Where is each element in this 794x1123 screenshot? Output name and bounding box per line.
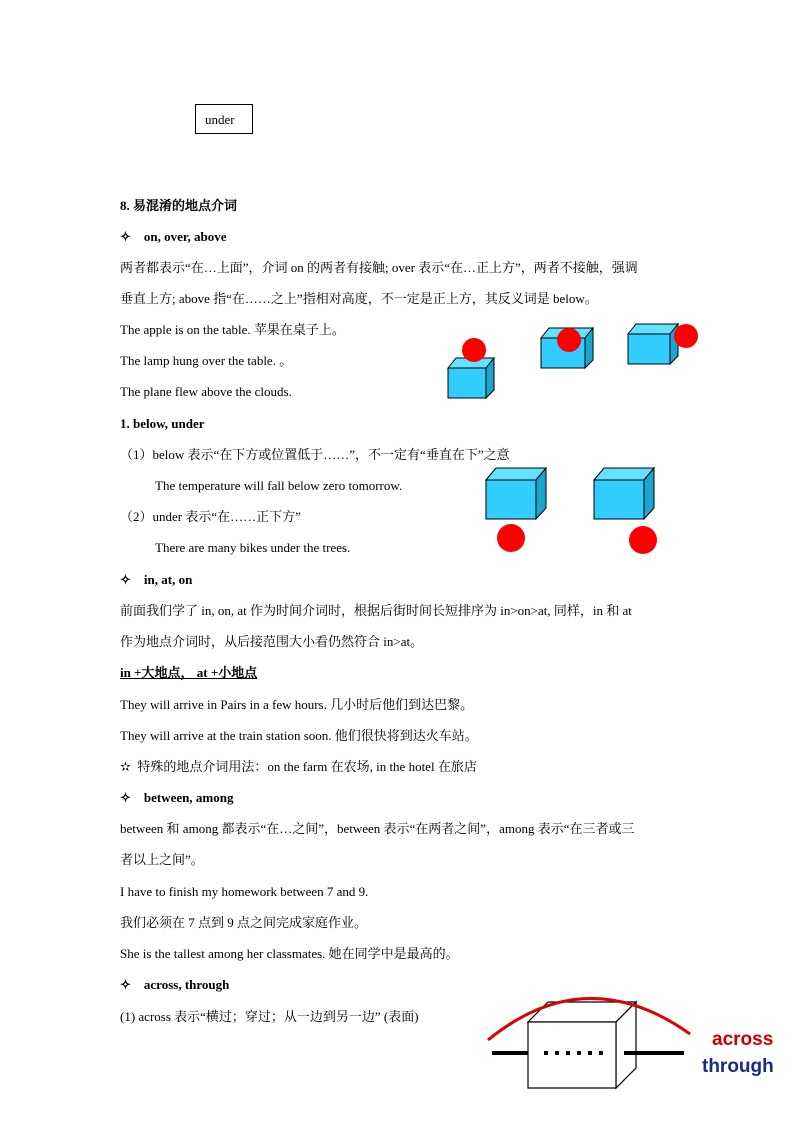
example-sentence: They will arrive in Pairs in a few hours. 几小时后他们到达巴黎。 <box>120 697 474 712</box>
example-sentence: 我们必须在 7 点到 9 点之间完成家庭作业。 <box>120 915 368 930</box>
example-sentence: The temperature will fall below zero tomorrow. <box>155 478 403 493</box>
diamond-icon: ✧ <box>120 229 131 244</box>
rule-underlined: in +大地点， at +小地点 <box>120 665 258 680</box>
label-across: across <box>712 1029 774 1050</box>
paragraph: (1) across 表示“横过；穿过；从一边到另一边” (表面) <box>120 1009 419 1024</box>
example-sentence: I have to finish my homework between 7 and 9. <box>120 884 369 899</box>
example-sentence: There are many bikes under the trees. <box>155 540 351 555</box>
paragraph: 垂直上方; above 指“在……之上”指相对高度，不一定是正上方，其反义词是 below。 <box>120 291 598 306</box>
paragraph: 前面我们学了 in, on, at 作为时间介词时，根据后街时间长短排序为 in>on>at, 同样，in 和 at <box>120 603 632 618</box>
under-box: under <box>195 104 253 134</box>
subheading-text: in, at, on <box>143 572 193 587</box>
paragraph: between 和 among 都表示“在…之间”，between 表示“在两者之间”，among 表示“在三者或三 <box>120 821 635 836</box>
subheading-text: on, over, above <box>143 229 227 244</box>
subheading-text: between, among <box>143 790 234 805</box>
paragraph: 作为地点介词时，从后接范围大小看仍然符合 in>at。 <box>120 634 424 649</box>
example-sentence: The lamp hung over the table. 。 <box>120 353 293 368</box>
section-heading-8: 8. 易混淆的地点介词 <box>120 198 238 213</box>
example-sentence: The plane flew above the clouds. <box>120 384 292 399</box>
special-usage-text: 特殊的地点介词用法：on the farm 在农场, in the hotel 在旅店 <box>137 759 477 774</box>
star-icon: ✫ <box>120 759 131 774</box>
label-through: through <box>702 1056 774 1077</box>
subheading-below-under: 1. below, under <box>120 416 205 431</box>
example-sentence: The apple is on the table. 苹果在桌子上。 <box>120 322 345 337</box>
example-sentence: She is the tallest among her classmates. 她在同学中是最高的。 <box>120 946 459 961</box>
paragraph: （2）under 表示“在……正下方” <box>120 509 301 524</box>
subheading-text: across, through <box>143 977 230 992</box>
cube-outline <box>528 1002 636 1088</box>
diamond-icon: ✧ <box>120 572 131 587</box>
paragraph: 两者都表示“在…上面”，介词 on 的两者有接触; over 表示“在…正上方”，两者不接触，强调 <box>120 260 638 275</box>
paragraph: 者以上之间”。 <box>120 852 204 867</box>
example-sentence: They will arrive at the train station soon. 他们很快将到达火车站。 <box>120 728 478 743</box>
diamond-icon: ✧ <box>120 977 131 992</box>
paragraph: （1）below 表示“在下方或位置低于……”，不一定有“垂直在下”之意 <box>120 447 510 462</box>
diamond-icon: ✧ <box>120 790 131 805</box>
